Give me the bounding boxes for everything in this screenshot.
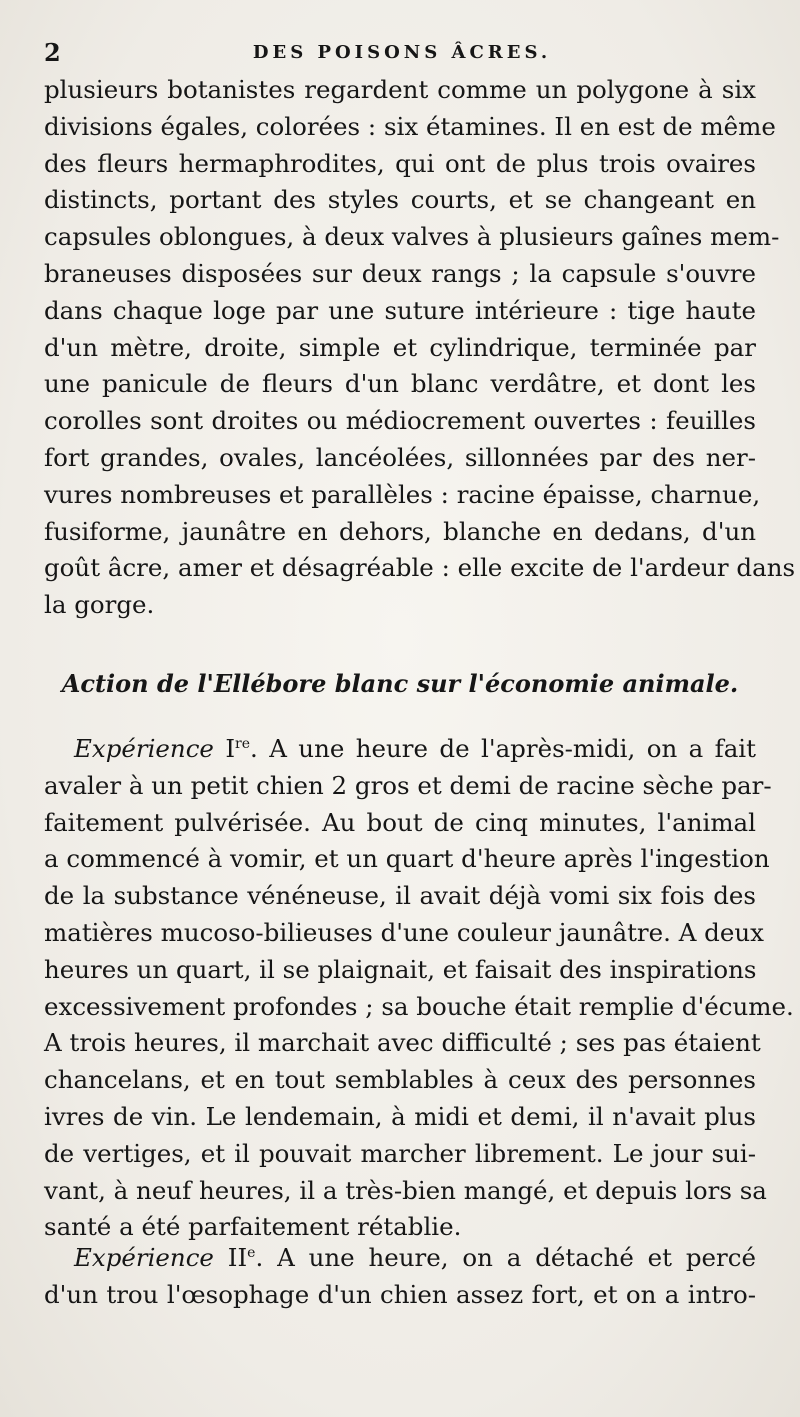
text-line: braneuses disposées sur deux rangs ; la capsule s'ouvre <box>44 258 756 288</box>
text-line: fort grandes, ovales, lancéolées, sillonnées par des ner- <box>44 442 756 472</box>
first-line-rest: . A une heure, on a détaché et percé <box>255 1243 756 1272</box>
text-line: a commencé à vomir, et un quart d'heure après l'ingestion <box>44 844 770 874</box>
text-line: excessivement profondes ; sa bouche était remplie d'écume. <box>44 991 794 1021</box>
text-line: heures un quart, il se plaignait, et faisait des inspirations <box>44 954 757 984</box>
text-line: vant, à neuf heures, il a très-bien mangé, et depuis lors sa <box>44 1175 767 1205</box>
experiment-1-paragraph <box>44 731 794 1246</box>
text-line: avaler à un petit chien 2 gros et demi de racine sèche par- <box>44 770 772 800</box>
text-line: faitement pulvérisée. Au bout de cinq minutes, l'animal <box>44 807 756 837</box>
experiment-ordinal <box>228 1243 256 1272</box>
section-heading: Action de l'Ellébore blanc sur l'économie animale. <box>61 669 739 698</box>
text-line: A trois heures, il marchait avec difficulté ; ses pas étaient <box>44 1028 761 1058</box>
experiment-2-paragraph <box>44 1240 756 1314</box>
running-head <box>44 38 760 68</box>
text-line: fusiforme, jaunâtre en dehors, blanche en dedans, d'un <box>44 516 756 546</box>
ordinal-numeral: II <box>227 1243 248 1272</box>
experiment-label: Expérience <box>74 1243 214 1272</box>
ordinal-numeral: I <box>225 734 236 763</box>
text-line: chancelans, et en tout semblables à ceux des personnes <box>44 1065 756 1095</box>
experiment-ordinal <box>225 734 250 763</box>
text-line: dans chaque loge par une suture intérieure : tige haute <box>44 295 756 325</box>
text-line: divisions égales, colorées : six étamines. Il en est de même <box>44 111 776 141</box>
ordinal-suffix: e <box>247 1244 256 1261</box>
ordinal-suffix: re <box>235 735 251 752</box>
text-line: corolles sont droites ou médiocrement ouvertes : feuilles <box>44 406 756 436</box>
text-line: capsules oblongues, à deux valves à plusieurs gaînes mem- <box>44 222 780 252</box>
text-line: goût âcre, amer et désagréable : elle excite de l'ardeur dans <box>44 553 796 583</box>
first-line-rest: . A une heure de l'après-midi, on a fait <box>250 734 756 763</box>
text-line: de la substance vénéneuse, il avait déjà vomi six fois des <box>44 881 756 911</box>
text-line: une panicule de fleurs d'un blanc verdâtre, et dont les <box>44 369 756 399</box>
text-line: ivres de vin. Le lendemain, à midi et demi, il n'avait plus <box>44 1101 756 1131</box>
text-line: matières mucoso-bilieuses d'une couleur jaunâtre. A deux <box>44 917 764 947</box>
text-line: d'un trou l'œsophage d'un chien assez fort, et on a intro- <box>44 1279 756 1309</box>
text-line: distincts, portant des styles courts, et se changeant en <box>44 185 756 215</box>
experiment-1-first-line <box>44 731 756 768</box>
text-line: plusieurs botanistes regardent comme un polygone à six <box>44 75 756 104</box>
experiment-2-first-line <box>44 1240 756 1277</box>
text-line: vures nombreuses et parallèles : racine épaisse, charnue, <box>44 479 761 509</box>
text-line: des fleurs hermaphrodites, qui ont de plus trois ovaires <box>44 148 756 178</box>
experiment-label: Expérience <box>74 734 214 763</box>
page-number: 2 <box>44 38 61 67</box>
text-line: d'un mètre, droite, simple et cylindrique, terminée par <box>44 332 756 362</box>
text-line: santé a été parfaitement rétablie. <box>44 1212 462 1242</box>
botanical-description-paragraph <box>44 72 796 624</box>
text-line: la gorge. <box>44 590 155 620</box>
running-head-title: DES POISONS ÂCRES. <box>252 42 552 63</box>
text-line: de vertiges, et il pouvait marcher librement. Le jour sui- <box>44 1138 756 1168</box>
